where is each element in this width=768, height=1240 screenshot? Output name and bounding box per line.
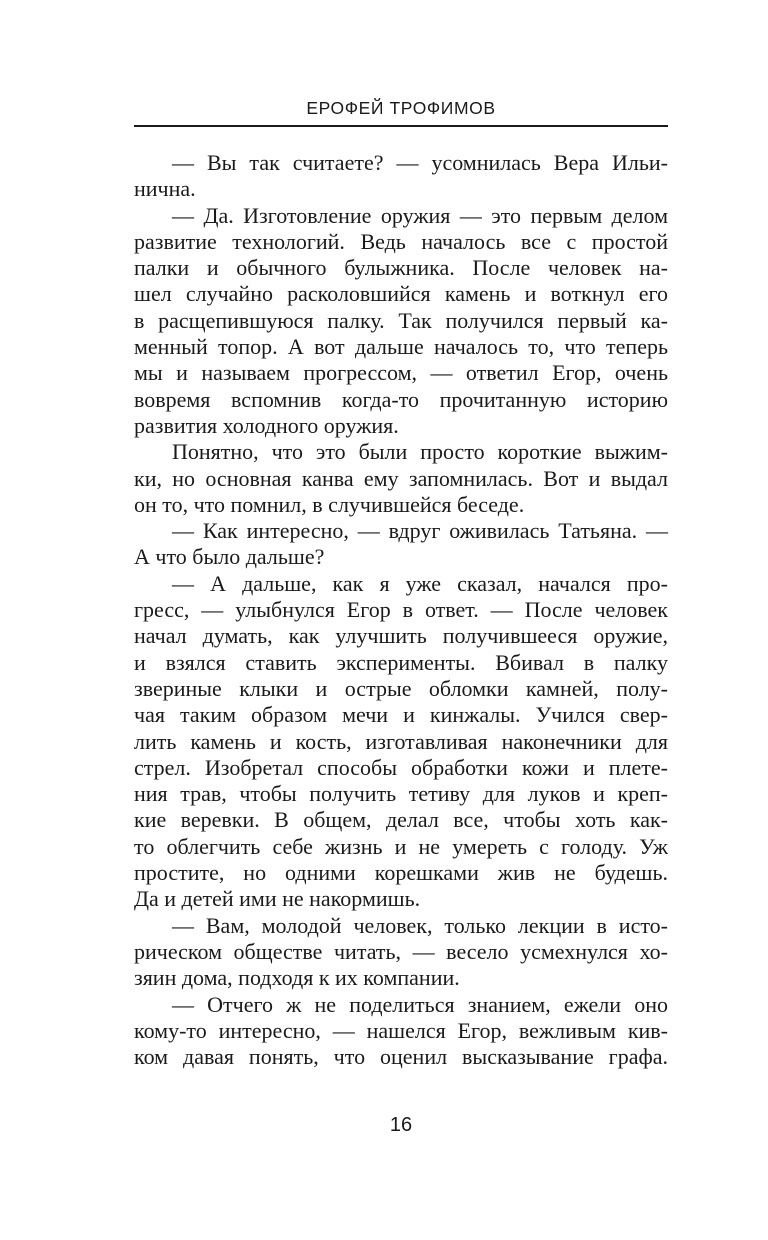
text-line: — А дальше, как я уже сказал, начался про- [172,570,668,596]
text-line: ки, но основная канва ему запомнилась. Вот и выдал [134,465,668,491]
text-line: кому-то интересно, — нашелся Егор, вежливым кив- [134,1017,668,1043]
text-line: ния трав, чтобы получить тетиву для луков и креп- [134,781,668,807]
text-line: звериные клыки и острые обломки камней, полу- [134,675,668,701]
text-line: — Отчего ж не поделиться знанием, ежели оно [172,991,668,1017]
text-line: — Вы так считаете? — усомнилась Вера Ильи- [172,150,668,175]
text-line: мы и называем прогрессом, — ответил Егор, очень [134,360,668,386]
text-line: лить камень и кость, изготавливая наконечники для [134,728,668,754]
body-text [134,150,668,1070]
text-line: он то, что помнил, в случившейся беседе. [134,491,525,517]
text-line: гресс, — улыбнулся Егор в ответ. — После человек [134,597,668,623]
page-number: 16 [389,1114,413,1136]
text-line: ком давая понять, что оценил высказывание графа. [134,1044,668,1070]
text-line: — Как интересно, — вдруг оживилась Татьяна. — [172,518,668,544]
text-line: развития холодного оружия. [134,412,399,438]
text-line: в расщепившуюся палку. Так получился первый ка- [134,307,668,333]
text-line: палки и обычного булыжника. После человек на- [134,255,668,281]
text-line: развитие технологий. Ведь началось все с простой [134,228,668,254]
text-line: нична. [134,176,196,202]
text-line: то облегчить себе жизнь и не умереть с голоду. Уж [134,833,668,859]
text-line: стрел. Изобретал способы обработки кожи и плете- [134,754,668,780]
text-line: чая таким образом мечи и кинжалы. Учился свер- [134,702,668,728]
header-rule [134,125,668,127]
running-head: ЕРОФЕЙ ТРОФИМОВ [306,98,496,118]
text-line: шел случайно расколовшийся камень и воткнул его [134,281,668,307]
text-line: и взялся ставить эксперименты. Вбивал в палку [134,649,668,675]
text-line: кие веревки. В общем, делал все, чтобы хоть как- [134,807,668,833]
text-line: Понятно, что это были просто короткие выжим- [172,439,668,465]
text-line: менный топор. А вот дальше началось то, что теперь [134,334,668,360]
text-line: Да и детей ими не накормишь. [134,886,421,912]
text-line: А что было дальше? [134,544,325,570]
text-line: — Вам, молодой человек, только лекции в исто- [172,912,668,938]
text-line: — Да. Изготовление оружия — это первым делом [172,202,668,228]
text-line: начал думать, как улучшить получившееся оружие, [134,623,668,649]
text-line: зяин дома, подходя к их компании. [134,965,460,991]
text-line: рическом обществе читать, — весело усмехнулся хо- [134,938,668,964]
text-line: вовремя вспомнив когда-то прочитанную историю [134,386,668,412]
text-line: простите, но одними корешками жив не будешь. [134,860,668,886]
